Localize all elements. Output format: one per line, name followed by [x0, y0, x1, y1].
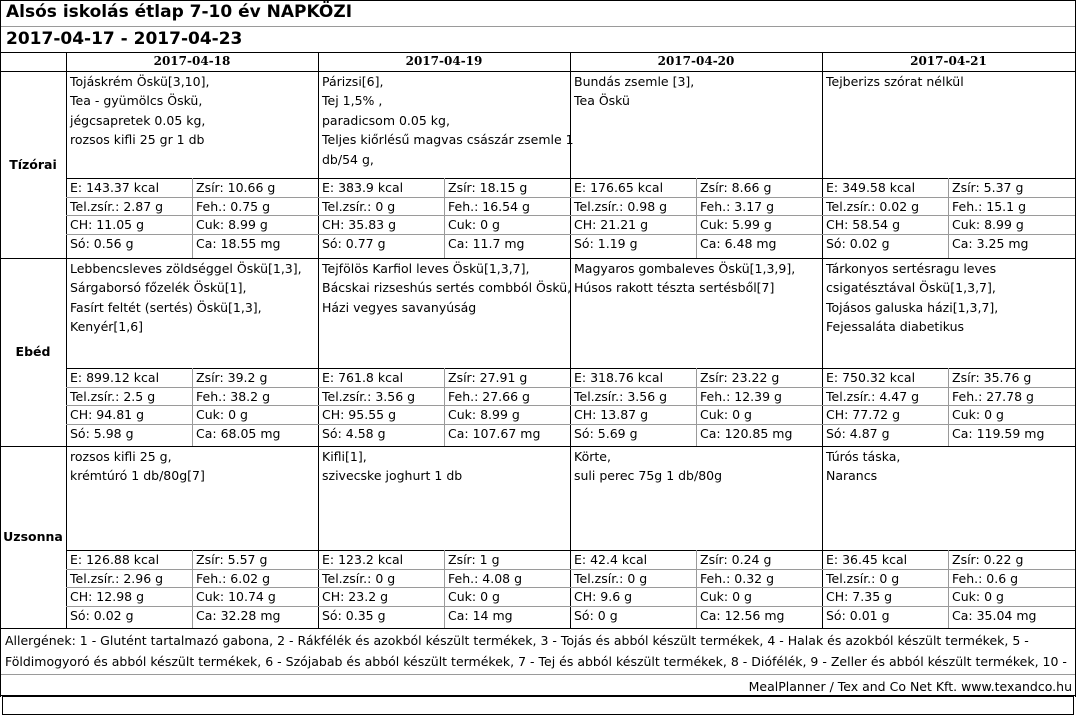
nutrition-value: Só: 5.69 g	[574, 426, 638, 442]
nutrition-value: Zsír: 10.66 g	[196, 180, 276, 195]
nutrition-value: Ca: 14 mg	[448, 608, 513, 624]
menu-item: Túrós táska,	[826, 449, 901, 464]
nutrition-value: Só: 0 g	[574, 608, 618, 624]
nutrition-value: Cuk: 8.99 g	[196, 217, 268, 233]
date-header: 2017-04-21	[910, 54, 987, 68]
nutrition-value: Zsír: 1 g	[448, 552, 500, 567]
date-range: 2017-04-17 - 2017-04-23	[6, 29, 243, 49]
nutrition-value: Zsír: 5.37 g	[952, 180, 1024, 195]
nutrition-value: Ca: 12.56 mg	[700, 608, 785, 624]
nutrition-value: Cuk: 0 g	[448, 217, 500, 233]
menu-item: Párizsi[6],	[322, 74, 384, 89]
nutrition-value: Feh.: 27.66 g	[448, 388, 530, 404]
column-divider	[318, 52, 319, 628]
nutrition-value: CH: 12.98 g	[70, 589, 145, 605]
nutrition-value: E: 899.12 kcal	[70, 370, 160, 385]
nutrition-value: CH: 11.05 g	[70, 217, 145, 233]
nutrition-divider	[948, 368, 949, 446]
nutrition-value: E: 318.76 kcal	[574, 370, 664, 385]
rule-allergen-bottom	[1, 674, 1075, 675]
menu-item: Narancs	[826, 468, 878, 484]
nutrition-value: E: 750.32 kcal	[826, 370, 916, 385]
nutrition-value: Ca: 3.25 mg	[952, 236, 1029, 252]
menu-item: Tea Öskü	[574, 93, 630, 109]
nutrition-value: Cuk: 5.99 g	[700, 217, 772, 233]
nutrition-value: Zsír: 27.91 g	[448, 370, 528, 385]
nutrition-value: Tel.zsír.: 0 g	[322, 570, 396, 586]
menu-item: Körte,	[574, 449, 611, 464]
nutrition-divider	[696, 368, 697, 446]
menu-item: Kifli[1],	[322, 449, 367, 464]
nutrition-value: Feh.: 16.54 g	[448, 198, 530, 214]
nutrition-value: Ca: 119.59 mg	[952, 426, 1045, 442]
meal-label: Uzsonna	[3, 529, 63, 544]
nutrition-divider	[948, 178, 949, 258]
nutrition-value: Cuk: 0 g	[700, 407, 752, 423]
menu-item: krémtúró 1 db/80g[7]	[70, 468, 205, 484]
allergen-legend: Allergének: 1 - Glutént tartalmazó gabona, 2 - Rákfélék és azokból készült termékek, 3 - Tojás és abból készült termékek, 4 - Halak és azokból készült termékek, 5 - Földimogyoró és abból készült termékek, 6 - Szójabab és abból készült termékek, 7 - Tej és abból készült termékek, 8 - Diófélék, 9 - Zeller és abból készült termékek, 10 -	[5, 633, 1067, 669]
nutrition-divider	[192, 550, 193, 628]
nutrition-value: Cuk: 0 g	[196, 407, 248, 423]
nutrition-value: E: 383.9 kcal	[322, 180, 404, 195]
menu-item: db/54 g,	[322, 151, 374, 167]
menu-item: csigatésztával Öskü[1,3,7],	[826, 280, 996, 296]
menu-item: Tejberizs szórat nélkül	[826, 74, 964, 89]
nutrition-divider	[444, 368, 445, 446]
nutrition-divider	[444, 550, 445, 628]
nutrition-value: Tel.zsír.: 0 g	[574, 570, 648, 586]
nutrition-divider	[192, 178, 193, 258]
nutrition-value: Ca: 6.48 mg	[700, 236, 777, 252]
nutrition-value: CH: 58.54 g	[826, 217, 901, 233]
menu-item: szivecske joghurt 1 db	[322, 468, 463, 484]
rule-title	[1, 26, 1075, 27]
nutrition-value: Feh.: 6.02 g	[196, 570, 271, 586]
date-header: 2017-04-19	[405, 54, 483, 68]
nutrition-value: CH: 13.87 g	[574, 407, 649, 423]
rule-table-bottom	[1, 628, 1075, 629]
nutrition-value: Cuk: 0 g	[448, 589, 500, 605]
nutrition-value: Cuk: 0 g	[952, 407, 1004, 423]
menu-item: Sárgaborsó főzelék Öskü[1],	[70, 280, 247, 296]
nutrition-value: Só: 0.01 g	[826, 608, 890, 624]
footer-credit: MealPlanner / Tex and Co Net Kft. www.texandco.hu	[748, 679, 1072, 694]
nutrition-value: Zsír: 0.22 g	[952, 552, 1024, 567]
nutrition-value: CH: 23.2 g	[322, 589, 389, 605]
nutrition-value: Feh.: 0.32 g	[700, 570, 775, 586]
menu-item: Tea - gyümölcs Öskü,	[70, 93, 203, 109]
meal-label: Ebéd	[15, 344, 51, 359]
nutrition-value: Feh.: 0.75 g	[196, 198, 271, 214]
nutrition-value: Cuk: 8.99 g	[448, 407, 520, 423]
nutrition-value: Cuk: 0 g	[700, 589, 752, 605]
nutrition-value: Só: 0.02 g	[70, 608, 134, 624]
nutrition-value: E: 349.58 kcal	[826, 180, 916, 195]
nutrition-value: Zsír: 18.15 g	[448, 180, 528, 195]
nutrition-value: Feh.: 3.17 g	[700, 198, 775, 214]
menu-item: rozsos kifli 25 g,	[70, 449, 172, 464]
menu-item: Tejfölös Karfiol leves Öskü[1,3,7],	[322, 261, 530, 276]
menu-item: rozsos kifli 25 gr 1 db	[70, 132, 205, 148]
selection-box-bottom	[2, 714, 1073, 715]
nutrition-value: Zsír: 39.2 g	[196, 370, 268, 385]
nutrition-value: Feh.: 38.2 g	[196, 388, 271, 404]
nutrition-value: Tel.zsír.: 3.56 g	[574, 388, 668, 404]
nutrition-value: Ca: 107.67 mg	[448, 426, 541, 442]
nutrition-value: Ca: 18.55 mg	[196, 236, 281, 252]
nutrition-value: Só: 0.35 g	[322, 608, 386, 624]
nutrition-value: Zsír: 0.24 g	[700, 552, 772, 567]
nutrition-value: Só: 0.56 g	[70, 236, 134, 252]
nutrition-value: Cuk: 0 g	[952, 589, 1004, 605]
nutrition-value: Feh.: 12.39 g	[700, 388, 782, 404]
nutrition-divider	[696, 550, 697, 628]
nutrition-value: Cuk: 8.99 g	[952, 217, 1024, 233]
nutrition-value: Tel.zsír.: 2.96 g	[70, 570, 164, 586]
menu-item: Tej 1,5% ,	[322, 93, 383, 109]
nutrition-value: CH: 35.83 g	[322, 217, 397, 233]
nutrition-value: Tel.zsír.: 0.02 g	[826, 198, 920, 214]
nutrition-value: E: 761.8 kcal	[322, 370, 404, 385]
nutrition-value: Tel.zsír.: 4.47 g	[826, 388, 920, 404]
nutrition-value: CH: 9.6 g	[574, 589, 633, 605]
menu-item: Tojásos galuska házi[1,3,7],	[826, 299, 999, 315]
nutrition-value: E: 36.45 kcal	[826, 552, 908, 567]
nutrition-value: CH: 94.81 g	[70, 407, 145, 423]
menu-item: suli perec 75g 1 db/80g	[574, 468, 723, 484]
menu-item: Fejessaláta diabetikus	[826, 319, 965, 335]
menu-item: Lebbencsleves zöldséggel Öskü[1,3],	[70, 261, 302, 276]
menu-item: jégcsapretek 0.05 kg,	[70, 112, 206, 128]
nutrition-value: Ca: 35.04 mg	[952, 608, 1037, 624]
menu-item: Teljes kiőrlésű magvas császár zsemle 1	[322, 132, 574, 148]
nutrition-value: CH: 21.21 g	[574, 217, 649, 233]
nutrition-value: Zsír: 8.66 g	[700, 180, 772, 195]
menu-item: Magyaros gombaleves Öskü[1,3,9],	[574, 261, 796, 276]
nutrition-value: Só: 4.58 g	[322, 426, 386, 442]
menu-item: Bundás zsemle [3],	[574, 74, 695, 89]
nutrition-value: E: 42.4 kcal	[574, 552, 648, 567]
menu-item: Tojáskrém Öskü[3,10],	[70, 74, 210, 89]
page-title: Alsós iskolás étlap 7-10 év NAPKÖZI	[6, 2, 353, 22]
nutrition-value: Feh.: 15.1 g	[952, 198, 1027, 214]
nutrition-value: Ca: 32.28 mg	[196, 608, 281, 624]
menu-item: Tárkonyos sertésragu leves	[826, 261, 997, 276]
nutrition-value: CH: 7.35 g	[826, 589, 893, 605]
nutrition-value: Feh.: 0.6 g	[952, 570, 1019, 586]
nutrition-value: Só: 5.98 g	[70, 426, 134, 442]
nutrition-divider	[192, 368, 193, 446]
nutrition-value: E: 176.65 kcal	[574, 180, 664, 195]
nutrition-value: Zsír: 5.57 g	[196, 552, 268, 567]
menu-item: paradicsom 0.05 kg,	[322, 112, 450, 128]
nutrition-value: Só: 4.87 g	[826, 426, 890, 442]
nutrition-value: Tel.zsír.: 3.56 g	[322, 388, 416, 404]
nutrition-value: E: 123.2 kcal	[322, 552, 404, 567]
nutrition-value: Cuk: 10.74 g	[196, 589, 276, 605]
selection-box-left	[2, 696, 3, 715]
date-header: 2017-04-18	[153, 54, 231, 68]
nutrition-value: Zsír: 23.22 g	[700, 370, 780, 385]
column-divider	[822, 52, 823, 628]
nutrition-value: Tel.zsír.: 0 g	[322, 198, 396, 214]
nutrition-value: E: 126.88 kcal	[70, 552, 160, 567]
nutrition-value: Feh.: 27.78 g	[952, 388, 1034, 404]
nutrition-value: Zsír: 35.76 g	[952, 370, 1032, 385]
nutrition-value: CH: 77.72 g	[826, 407, 901, 423]
menu-item: Fasírt feltét (sertés) Öskü[1,3],	[70, 299, 262, 315]
menu-item: Házi vegyes savanyúság	[322, 299, 477, 315]
nutrition-divider	[444, 178, 445, 258]
menu-item: Húsos rakott tészta sertésből[7]	[574, 280, 775, 296]
date-header: 2017-04-20	[657, 54, 735, 68]
meal-label: Tízórai	[9, 156, 57, 172]
nutrition-value: Tel.zsír.: 0 g	[826, 570, 900, 586]
nutrition-value: CH: 95.55 g	[322, 407, 397, 423]
nutrition-value: Só: 0.77 g	[322, 236, 386, 252]
menu-item: Bácskai rizseshús sertés combból Öskü,	[322, 280, 572, 296]
nutrition-divider	[948, 550, 949, 628]
nutrition-value: Ca: 11.7 mg	[448, 236, 525, 252]
nutrition-divider	[696, 178, 697, 258]
column-divider	[66, 52, 67, 628]
nutrition-value: Tel.zsír.: 2.87 g	[70, 198, 164, 214]
rule-top	[1, 0, 1075, 1]
nutrition-value: Ca: 68.05 mg	[196, 426, 281, 442]
nutrition-value: Só: 1.19 g	[574, 236, 638, 252]
nutrition-value: Feh.: 4.08 g	[448, 570, 523, 586]
menu-item: Kenyér[1,6]	[70, 319, 144, 335]
selection-box-right	[1073, 696, 1074, 715]
nutrition-value: Tel.zsír.: 2.5 g	[70, 388, 156, 404]
selection-box-top	[2, 696, 1073, 697]
nutrition-value: Ca: 120.85 mg	[700, 426, 793, 442]
rule-right	[1075, 0, 1076, 697]
nutrition-value: Tel.zsír.: 0.98 g	[574, 198, 668, 214]
nutrition-value: E: 143.37 kcal	[70, 180, 160, 195]
nutrition-value: Só: 0.02 g	[826, 236, 890, 252]
